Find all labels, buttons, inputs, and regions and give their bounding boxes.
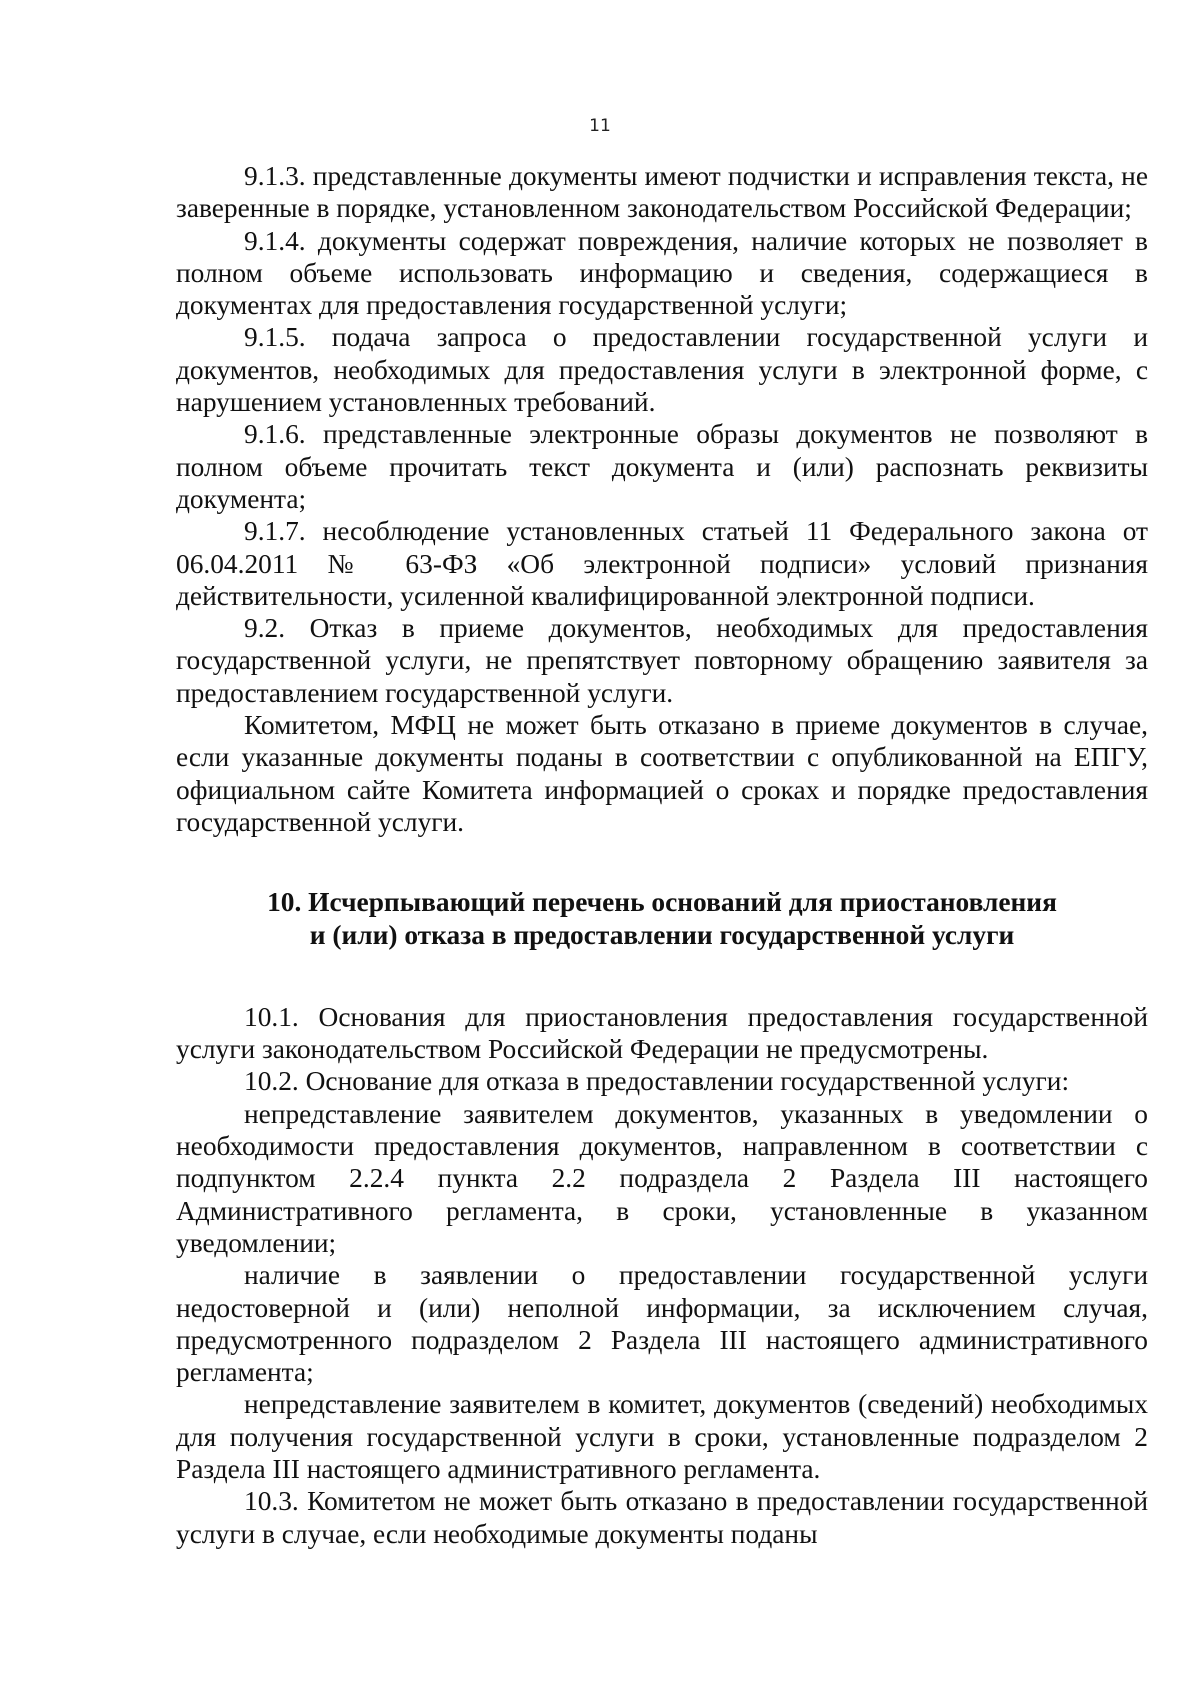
paragraph-committee-mfc: Комитетом, МФЦ не может быть отказано в приеме документов в случае, если указанные документы поданы в соответствии с опубликованной на ЕПГУ, официальном сайте Комитета информацией о сроках и порядке предоставления государственной услуги.: [176, 710, 1148, 837]
paragraph-10-2: 10.2. Основание для отказа в предоставлении государственной услуги:: [244, 1066, 1070, 1097]
page-number: 11: [589, 116, 611, 136]
paragraph-9-2: 9.2. Отказ в приеме документов, необходимых для предоставления государственной услуги, не препятствует повторному обращению заявителя за предоставлением государственной услуги.: [176, 613, 1148, 708]
paragraph-9-1-4: 9.1.4. документы содержат повреждения, наличие которых не позволяет в полном объеме использовать информацию и сведения, содержащиеся в документах для предоставления государственной услуги;: [176, 225, 1148, 321]
paragraph-refusal-ground-3: непредставление заявителем в комитет, документов (сведений) необходимых для получения государственной услуги в сроки, установленные подразделом 2 Раздела III настоящего административного регламента.: [176, 1389, 1148, 1484]
paragraph-9-1-5: 9.1.5. подача запроса о предоставлении государственной услуги и документов, необходимых для предоставления услуги в электронной форме, с нарушением установленных требований.: [176, 322, 1148, 418]
paragraph-refusal-ground-2: наличие в заявлении о предоставлении государственной услуги недостоверной и (или) неполной информации, за исключением случая, предусмотренного подразделом 2 Раздела III настоящего административного регламента;: [176, 1260, 1148, 1388]
paragraph-9-1-7: 9.1.7. несоблюдение установленных статьей 11 Федерального закона от 06.04.2011 № 63-ФЗ «Об электронной подписи» условий признания действительности, усиленной квалифицированной электронной подписи.: [176, 516, 1148, 611]
paragraph-10-1: 10.1. Основания для приостановления предоставления государственной услуги законодательством Российской Федерации не предусмотрены.: [176, 1001, 1148, 1065]
paragraph-refusal-ground-1: непредставление заявителем документов, указанных в уведомлении о необходимости предоставления документов, направленном в соответствии с подпунктом 2.2.4 пункта 2.2 подраздела 2 Раздела III настоящего Административного регламента, в сроки, установленные в указанном уведомлении;: [176, 1098, 1148, 1258]
paragraph-9-1-3: 9.1.3. представленные документы имеют подчистки и исправления текста, не заверенные в порядке, установленном законодательством Российской Федерации;: [176, 161, 1148, 224]
document-body: [176, 160, 1148, 1550]
paragraph-10-3: 10.3. Комитетом не может быть отказано в предоставлении государственной услуги в случае, если необходимые документы поданы: [176, 1486, 1148, 1549]
section-heading-line-2: и (или) отказа в предоставлении государственной услуги: [309, 919, 1015, 950]
section-heading: [176, 886, 1148, 951]
paragraph-9-1-6: 9.1.6. представленные электронные образы документов не позволяют в полном объеме прочитать текст документа и (или) распознать реквизиты документа;: [176, 419, 1148, 514]
section-heading-line-1: 10. Исчерпывающий перечень оснований для приостановления: [267, 887, 1057, 918]
